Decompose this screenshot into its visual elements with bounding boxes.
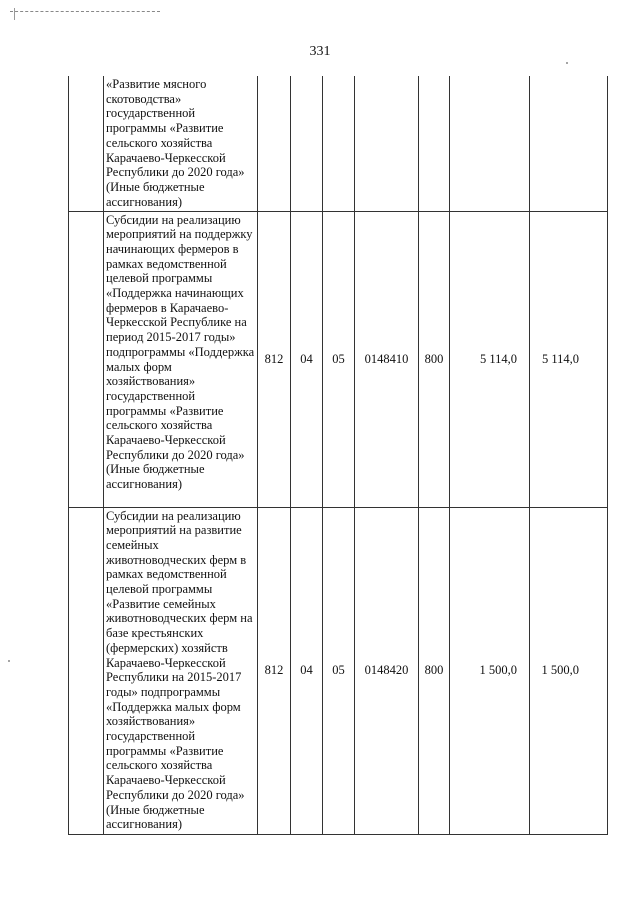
amount-cell: 1 500,0 xyxy=(450,507,530,834)
target-article-cell: 0148420 xyxy=(355,507,419,834)
amount-cell: 1 500,0 xyxy=(530,507,608,834)
table-row xyxy=(69,507,608,834)
table-row xyxy=(69,211,608,507)
scan-edge-mark xyxy=(10,11,160,12)
amount-cell xyxy=(450,76,530,211)
target-article-cell xyxy=(355,76,419,211)
description-cell: Субсидии на реализацию мероприятий на развитие семейных животноводческих ферм в рамках ведомственной целевой программы «Развитие семейных животноводческих ферм на базе крестьянских (фермерских) хозяйств Карачаево-Черкесской Республики на 2015-2017 годы» подпрограммы «Поддержка малых форм хозяйствования» государственной программы «Развитие сельского хозяйства Карачаево-Черкесской Республики до 2020 года» (Иные бюджетные ассигнования) xyxy=(104,507,258,834)
amount-cell: 5 114,0 xyxy=(530,211,608,507)
scan-edge-mark xyxy=(14,8,15,20)
row-number-cell xyxy=(69,507,104,834)
subsection-code-cell: 05 xyxy=(323,211,355,507)
expense-type-cell: 800 xyxy=(419,507,450,834)
scan-speck xyxy=(8,660,10,662)
ministry-code-cell: 812 xyxy=(258,507,291,834)
scan-speck xyxy=(566,62,568,64)
subsection-code-cell: 05 xyxy=(323,507,355,834)
description-cell: «Развитие мясного скотоводства» государственной программы «Развитие сельского хозяйства Карачаево-Черкесской Республики до 2020 года» (Иные бюджетные ассигнования) xyxy=(104,76,258,211)
page-number: 331 xyxy=(309,44,331,59)
description-cell: Субсидии на реализацию мероприятий на поддержку начинающих фермеров в рамках ведомственной целевой программы «Поддержка начинающих фермеров в Карачаево-Черкесской Республике на период 2015-2017 годы» подпрограммы «Поддержка малых форм хозяйствования» государственной программы «Развитие сельского хозяйства Карачаево-Черкесской Республики до 2020 года» (Иные бюджетные ассигнования) xyxy=(104,211,258,507)
table-row xyxy=(69,76,608,211)
expense-type-cell xyxy=(419,76,450,211)
budget-table xyxy=(68,76,608,835)
ministry-code-cell: 812 xyxy=(258,211,291,507)
subsection-code-cell xyxy=(323,76,355,211)
section-code-cell: 04 xyxy=(291,211,323,507)
target-article-cell: 0148410 xyxy=(355,211,419,507)
section-code-cell xyxy=(291,76,323,211)
amount-cell xyxy=(530,76,608,211)
amount-cell: 5 114,0 xyxy=(450,211,530,507)
row-number-cell xyxy=(69,76,104,211)
ministry-code-cell xyxy=(258,76,291,211)
expense-type-cell: 800 xyxy=(419,211,450,507)
section-code-cell: 04 xyxy=(291,507,323,834)
row-number-cell xyxy=(69,211,104,507)
